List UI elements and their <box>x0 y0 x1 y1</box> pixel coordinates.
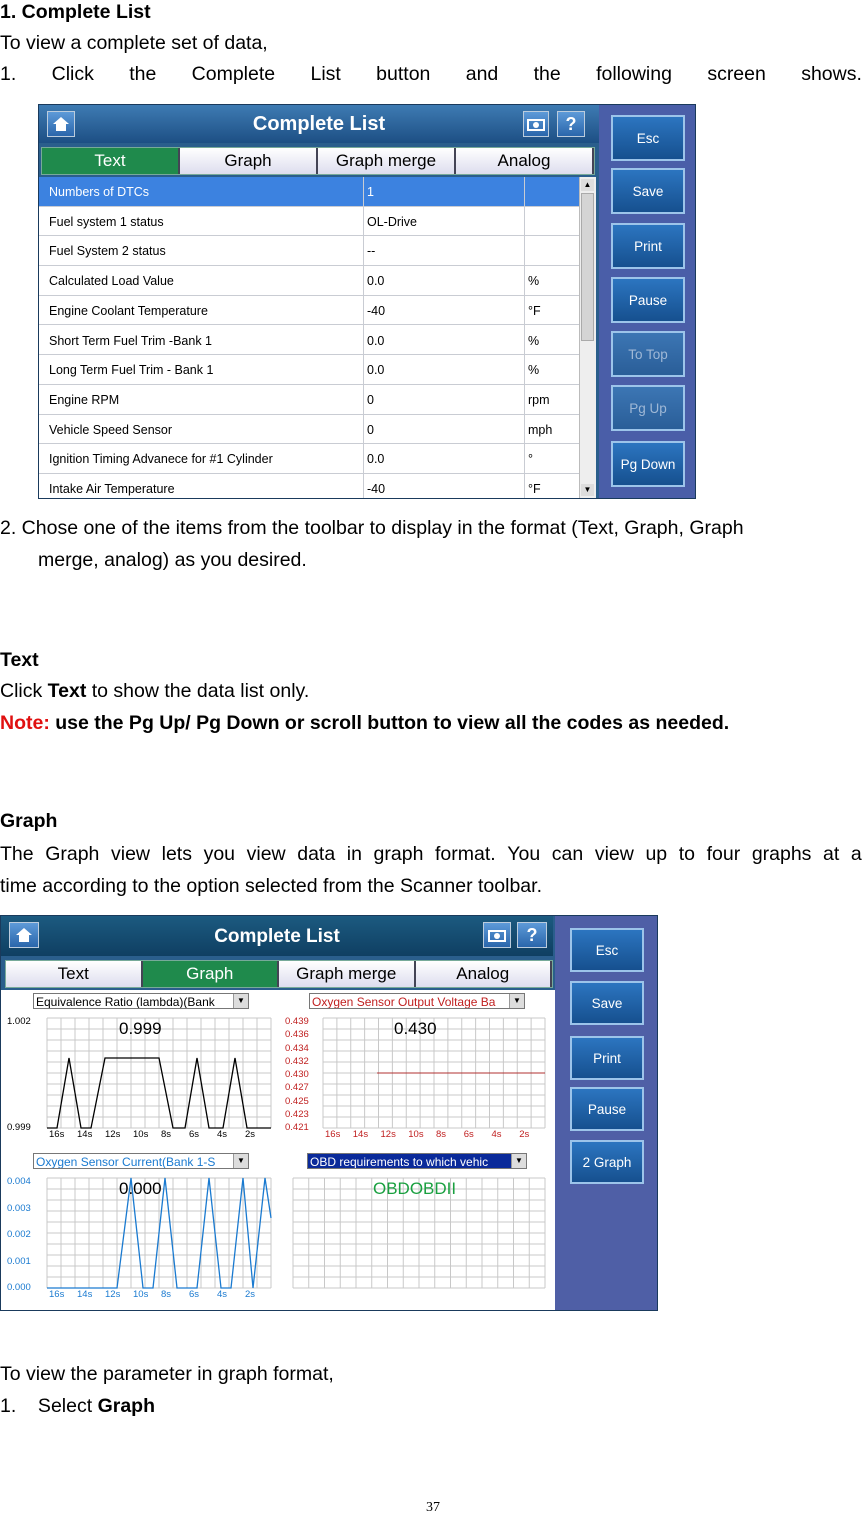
graph-para-line1 <box>0 842 862 866</box>
note: Note: use the Pg Up/ Pg Down or scroll button to view all the codes as needed. <box>0 712 730 734</box>
table-row[interactable] <box>39 444 579 474</box>
chevron-down-icon[interactable]: ▼ <box>511 1154 526 1168</box>
table-row[interactable] <box>39 296 579 326</box>
x-tick-label: 16s <box>49 1129 65 1140</box>
side-button-pg-up[interactable]: Pg Up <box>611 385 685 431</box>
x-tick-label: 10s <box>133 1129 149 1140</box>
y-tick-label: 0.430 <box>285 1069 309 1080</box>
word: in <box>346 843 362 865</box>
y-tick-label: 0.423 <box>285 1108 309 1120</box>
home-icon[interactable] <box>47 111 75 137</box>
y-tick-label: 0.001 <box>7 1255 31 1267</box>
row-unit: % <box>528 333 540 348</box>
word: button <box>376 63 431 85</box>
side-button-save[interactable]: Save <box>570 981 644 1025</box>
y-tick-label: 0.003 <box>7 1202 31 1214</box>
scroll-up-icon[interactable]: ▲ <box>581 179 594 191</box>
tab-graph-merge[interactable]: Graph merge <box>279 961 416 987</box>
graph-current-value: 0.999 <box>119 1019 162 1038</box>
side-button-pause[interactable]: Pause <box>611 277 685 323</box>
side-button-esc[interactable]: Esc <box>570 928 644 972</box>
y-tick-label: 0.434 <box>285 1042 309 1054</box>
word: graphs <box>751 843 812 865</box>
row-value: -40 <box>367 303 386 318</box>
graph-canvas <box>1 990 555 1310</box>
tab-text[interactable]: Text <box>42 148 180 174</box>
chevron-down-icon[interactable]: ▼ <box>233 1154 248 1168</box>
screen-title: Complete List <box>214 926 340 947</box>
word: view <box>246 843 286 865</box>
x-tick-label: 2s <box>245 1289 256 1300</box>
word: following <box>596 63 672 85</box>
scroll-thumb[interactable] <box>581 193 594 341</box>
view-param-line: To view the parameter in graph format, <box>0 1363 334 1385</box>
word: Click <box>51 63 94 85</box>
graph-para-line2: time according to the option selected from the Scanner toolbar. <box>0 875 542 897</box>
row-name: Engine RPM <box>49 392 120 407</box>
y-tick-label: 0.439 <box>285 1016 309 1027</box>
graph-current-value: OBDOBDII <box>373 1179 457 1198</box>
x-tick-label: 16s <box>325 1129 341 1140</box>
intro-text: To view a complete set of data, <box>0 32 268 54</box>
word: shows. <box>801 63 862 85</box>
word: a <box>850 843 862 865</box>
x-tick-label: 6s <box>189 1129 200 1140</box>
table-row[interactable] <box>39 385 579 415</box>
x-tick-label: 2s <box>245 1129 256 1140</box>
y-tick-label: 0.999 <box>7 1122 31 1133</box>
y-tick-label: 0.436 <box>285 1029 309 1041</box>
x-tick-label: 16s <box>49 1289 65 1300</box>
x-tick-label: 14s <box>77 1289 93 1300</box>
row-unit: % <box>528 363 540 378</box>
help-icon[interactable]: ? <box>557 111 585 137</box>
scrollbar[interactable] <box>579 177 596 498</box>
row-value: -40 <box>367 482 386 496</box>
title-bar <box>1 916 553 956</box>
x-tick-label: 8s <box>436 1129 447 1140</box>
tab-analog[interactable]: Analog <box>416 961 553 987</box>
x-tick-label: 4s <box>217 1129 228 1140</box>
graph-select[interactable] <box>33 1153 249 1169</box>
table-row[interactable] <box>39 355 579 385</box>
row-value: 1 <box>367 185 374 199</box>
step1-line <box>0 62 862 86</box>
row-unit: mph <box>528 422 553 437</box>
camera-icon[interactable] <box>523 111 549 137</box>
tab-analog[interactable]: Analog <box>456 148 594 174</box>
graph-select-value: Oxygen Sensor Current(Bank 1-S <box>36 1155 216 1169</box>
view-tabs <box>41 147 595 175</box>
row-name: Vehicle Speed Sensor <box>49 422 173 437</box>
tab-graph-merge[interactable]: Graph merge <box>318 148 456 174</box>
word: 1. <box>0 63 17 85</box>
row-name: Fuel system 1 status <box>49 214 164 229</box>
side-button-esc[interactable]: Esc <box>611 115 685 161</box>
view-tabs <box>5 960 553 988</box>
tab-graph[interactable]: Graph <box>143 961 280 987</box>
row-name: Fuel System 2 status <box>49 244 166 259</box>
x-tick-label: 4s <box>491 1129 502 1140</box>
chevron-down-icon[interactable]: ▼ <box>509 994 524 1008</box>
row-unit: °F <box>528 482 541 496</box>
section-heading-complete-list: 1. Complete List <box>0 1 151 23</box>
side-button-to-top[interactable]: To Top <box>611 331 685 377</box>
y-tick-label: 0.427 <box>285 1082 309 1094</box>
row-value: OL-Drive <box>367 214 418 229</box>
graph-select[interactable] <box>307 1153 527 1169</box>
side-button-print[interactable]: Print <box>611 223 685 269</box>
row-unit: °F <box>528 303 541 318</box>
table-row[interactable] <box>39 207 579 237</box>
word: List <box>310 63 341 85</box>
row-value: 0.0 <box>367 452 385 467</box>
word: and <box>465 63 499 85</box>
y-tick-label: 0.000 <box>7 1282 31 1293</box>
graph-select-value: Equivalence Ratio (lambda)(Bank <box>36 995 215 1009</box>
tab-graph[interactable]: Graph <box>180 148 318 174</box>
word: to <box>678 843 696 865</box>
page-number: 37 <box>426 1500 440 1515</box>
x-tick-label: 8s <box>161 1129 172 1140</box>
x-tick-label: 12s <box>380 1129 396 1140</box>
word: lets <box>161 843 192 865</box>
side-button-pause[interactable]: Pause <box>570 1087 644 1131</box>
row-value: 0 <box>367 422 374 437</box>
word: Complete <box>191 63 276 85</box>
graph-select[interactable] <box>309 993 525 1009</box>
row-name: Ignition Timing Advanece for #1 Cylinder <box>49 452 273 467</box>
select-graph-line: 1. Select Graph <box>0 1395 155 1417</box>
word: data <box>297 843 336 865</box>
chevron-down-icon[interactable]: ▼ <box>233 994 248 1008</box>
word: the <box>533 63 561 85</box>
row-name: Intake Air Temperature <box>49 482 175 496</box>
x-tick-label: 10s <box>408 1129 424 1140</box>
screenshot-text-view <box>38 104 696 499</box>
screen-title: Complete List <box>252 113 386 135</box>
word: you <box>203 843 236 865</box>
graph-select-value: Oxygen Sensor Output Voltage Ba <box>312 995 496 1009</box>
side-button-save[interactable]: Save <box>611 168 685 214</box>
x-tick-label: 6s <box>189 1289 200 1300</box>
word: view <box>594 843 634 865</box>
word: Graph <box>45 843 100 865</box>
text-section-instruction: Click Text to show the data list only. <box>0 680 310 702</box>
row-unit: % <box>528 274 540 289</box>
title-bar <box>39 105 599 143</box>
y-tick-label: 0.425 <box>285 1095 309 1107</box>
home-icon[interactable] <box>9 922 39 948</box>
side-button-pg-down[interactable]: Pg Down <box>611 441 685 487</box>
row-unit: rpm <box>528 392 550 407</box>
row-value: -- <box>367 244 376 259</box>
row-value: 0.0 <box>367 363 385 378</box>
help-icon[interactable]: ? <box>517 922 547 948</box>
row-value: 0.0 <box>367 333 385 348</box>
y-tick-label: 0.002 <box>7 1229 31 1240</box>
step2-line2: merge, analog) as you desired. <box>38 549 307 571</box>
x-tick-label: 4s <box>217 1289 228 1300</box>
word: screen <box>707 63 766 85</box>
x-tick-label: 12s <box>105 1129 121 1140</box>
table-row[interactable] <box>39 326 579 356</box>
y-tick-label: 0.432 <box>285 1055 309 1067</box>
row-name: Calculated Load Value <box>49 274 174 289</box>
table-row[interactable] <box>39 177 579 207</box>
graph-select[interactable] <box>33 993 249 1009</box>
row-name: Engine Coolant Temperature <box>49 303 208 318</box>
x-tick-label: 14s <box>77 1129 93 1140</box>
row-value: 0.0 <box>367 274 385 289</box>
row-value: 0 <box>367 392 374 407</box>
scroll-down-icon[interactable]: ▼ <box>581 484 594 496</box>
word: the <box>129 63 157 85</box>
table-row[interactable] <box>39 474 579 499</box>
row-name: Long Term Fuel Trim - Bank 1 <box>49 363 214 378</box>
word: four <box>706 843 741 865</box>
table-row[interactable] <box>39 266 579 296</box>
x-tick-label: 10s <box>133 1289 149 1300</box>
data-list <box>39 177 595 498</box>
graph-current-value: 0.000 <box>119 1179 162 1198</box>
tab-text[interactable]: Text <box>6 961 143 987</box>
word: up <box>645 843 668 865</box>
graph-area <box>1 990 555 1310</box>
x-tick-label: 8s <box>161 1289 172 1300</box>
x-tick-label: 2s <box>519 1129 530 1140</box>
side-button-2-graph[interactable]: 2 Graph <box>570 1140 644 1184</box>
word: graph <box>373 843 424 865</box>
x-tick-label: 12s <box>105 1289 121 1300</box>
camera-icon[interactable] <box>483 922 511 948</box>
x-tick-label: 6s <box>463 1129 474 1140</box>
word: can <box>551 843 584 865</box>
graph-select-value: OBD requirements to which vehic <box>310 1155 489 1169</box>
word: The <box>0 843 34 865</box>
word: at <box>823 843 840 865</box>
row-name: Short Term Fuel Trim -Bank 1 <box>49 333 213 348</box>
step2-line1: 2. Chose one of the items from the toolbar to display in the format (Text, Graph, Graph <box>0 517 744 539</box>
graph-section-heading: Graph <box>0 810 58 832</box>
text-section-heading: Text <box>0 649 39 671</box>
screenshot-graph-view <box>0 915 658 1311</box>
y-tick-label: 1.002 <box>7 1016 31 1027</box>
y-tick-label: 0.421 <box>285 1122 309 1133</box>
word: You <box>507 843 541 865</box>
word: view <box>111 843 151 865</box>
y-tick-label: 0.004 <box>7 1176 31 1187</box>
word: format. <box>435 843 496 865</box>
row-name: Numbers of DTCs <box>49 185 150 199</box>
graph-current-value: 0.430 <box>394 1019 437 1038</box>
row-unit: ° <box>528 452 533 467</box>
x-tick-label: 14s <box>352 1129 369 1140</box>
table-row[interactable] <box>39 236 579 266</box>
table-row[interactable] <box>39 415 579 445</box>
side-button-print[interactable]: Print <box>570 1036 644 1080</box>
